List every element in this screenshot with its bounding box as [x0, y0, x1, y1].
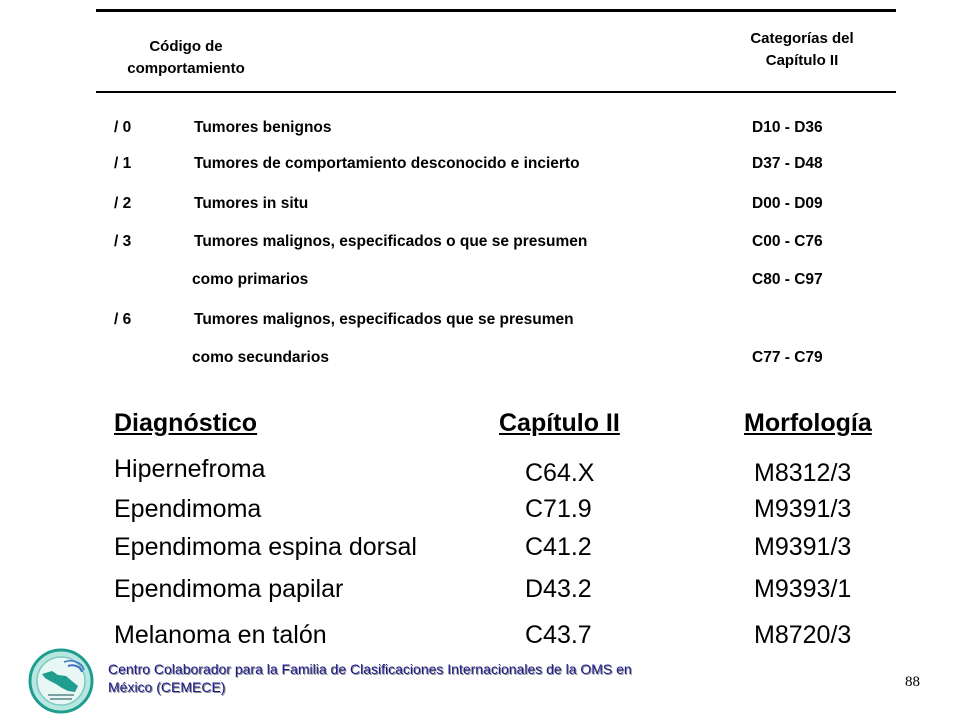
diagnosis-row-4-name: Melanoma en talón: [114, 621, 327, 649]
code-row-0-desc: Tumores benignos: [194, 119, 332, 136]
code-row-0-range: D10 - D36: [752, 119, 823, 136]
code-row-6-range: C77 - C79: [752, 349, 823, 366]
diagnosis-row-0-chapter: C64.X: [525, 459, 595, 487]
page-number: 88: [905, 674, 920, 690]
code-row-4-range: C80 - C97: [752, 271, 823, 288]
header-rule: [96, 91, 896, 93]
diagnosis-row-1-morphology: M9391/3: [754, 495, 852, 523]
header-morphology: Morfología: [744, 409, 872, 437]
code-row-4-desc: como primarios: [192, 271, 309, 288]
header-diagnosis: Diagnóstico: [114, 409, 258, 437]
code-row-6-desc: como secundarios: [192, 349, 329, 366]
code-row-2-code: / 2: [114, 195, 132, 212]
code-row-1-range: D37 - D48: [752, 155, 823, 172]
diagnosis-row-2-chapter: C41.2: [525, 533, 592, 561]
diagnosis-row-4-morphology: M8720/3: [754, 621, 852, 649]
code-row-1-desc: Tumores de comportamiento desconocido e incierto: [194, 155, 580, 172]
diagnosis-row-1-chapter: C71.9: [525, 495, 592, 523]
footer-organization: Centro Colaborador para la Familia de Clasificaciones Internacionales de la OMS en México (CEMECE): [108, 661, 632, 695]
header-chapter-categories: [722, 28, 882, 72]
code-row-2-desc: Tumores in situ: [194, 195, 309, 212]
code-row-3-code: / 3: [114, 233, 132, 250]
code-row-2-range: D00 - D09: [752, 195, 823, 212]
code-row-0-code: / 0: [114, 119, 132, 136]
code-row-3-range: C00 - C76: [752, 233, 823, 250]
header-chapter: Capítulo II: [499, 409, 620, 437]
top-rule: [96, 9, 896, 12]
header-behavior-code-line2: comportamiento: [127, 60, 245, 77]
diagnosis-row-3-name: Ependimoma papilar: [114, 575, 344, 603]
header-chapter-categories-line2: Capítulo II: [765, 52, 839, 69]
code-row-1-code: / 1: [114, 155, 132, 172]
diagnosis-row-0-name: Hipernefroma: [114, 455, 266, 483]
diagnosis-row-3-chapter: D43.2: [525, 575, 592, 603]
diagnosis-row-3-morphology: M9393/1: [754, 575, 852, 603]
code-row-5-code: / 6: [114, 311, 132, 328]
diagnosis-row-2-morphology: M9391/3: [754, 533, 852, 561]
code-row-5-desc: Tumores malignos, especificados que se presumen: [194, 311, 574, 328]
cemece-logo-icon: [28, 648, 94, 714]
diagnosis-row-2-name: Ependimoma espina dorsal: [114, 533, 417, 561]
header-behavior-code: [96, 36, 276, 80]
code-row-3-desc: Tumores malignos, especificados o que se presumen: [194, 233, 588, 250]
header-chapter-categories-line1: Categorías del: [750, 30, 854, 47]
diagnosis-row-0-morphology: M8312/3: [754, 459, 852, 487]
diagnosis-row-4-chapter: C43.7: [525, 621, 592, 649]
diagnosis-row-1-name: Ependimoma: [114, 495, 262, 523]
header-behavior-code-line1: Código de: [149, 38, 223, 55]
